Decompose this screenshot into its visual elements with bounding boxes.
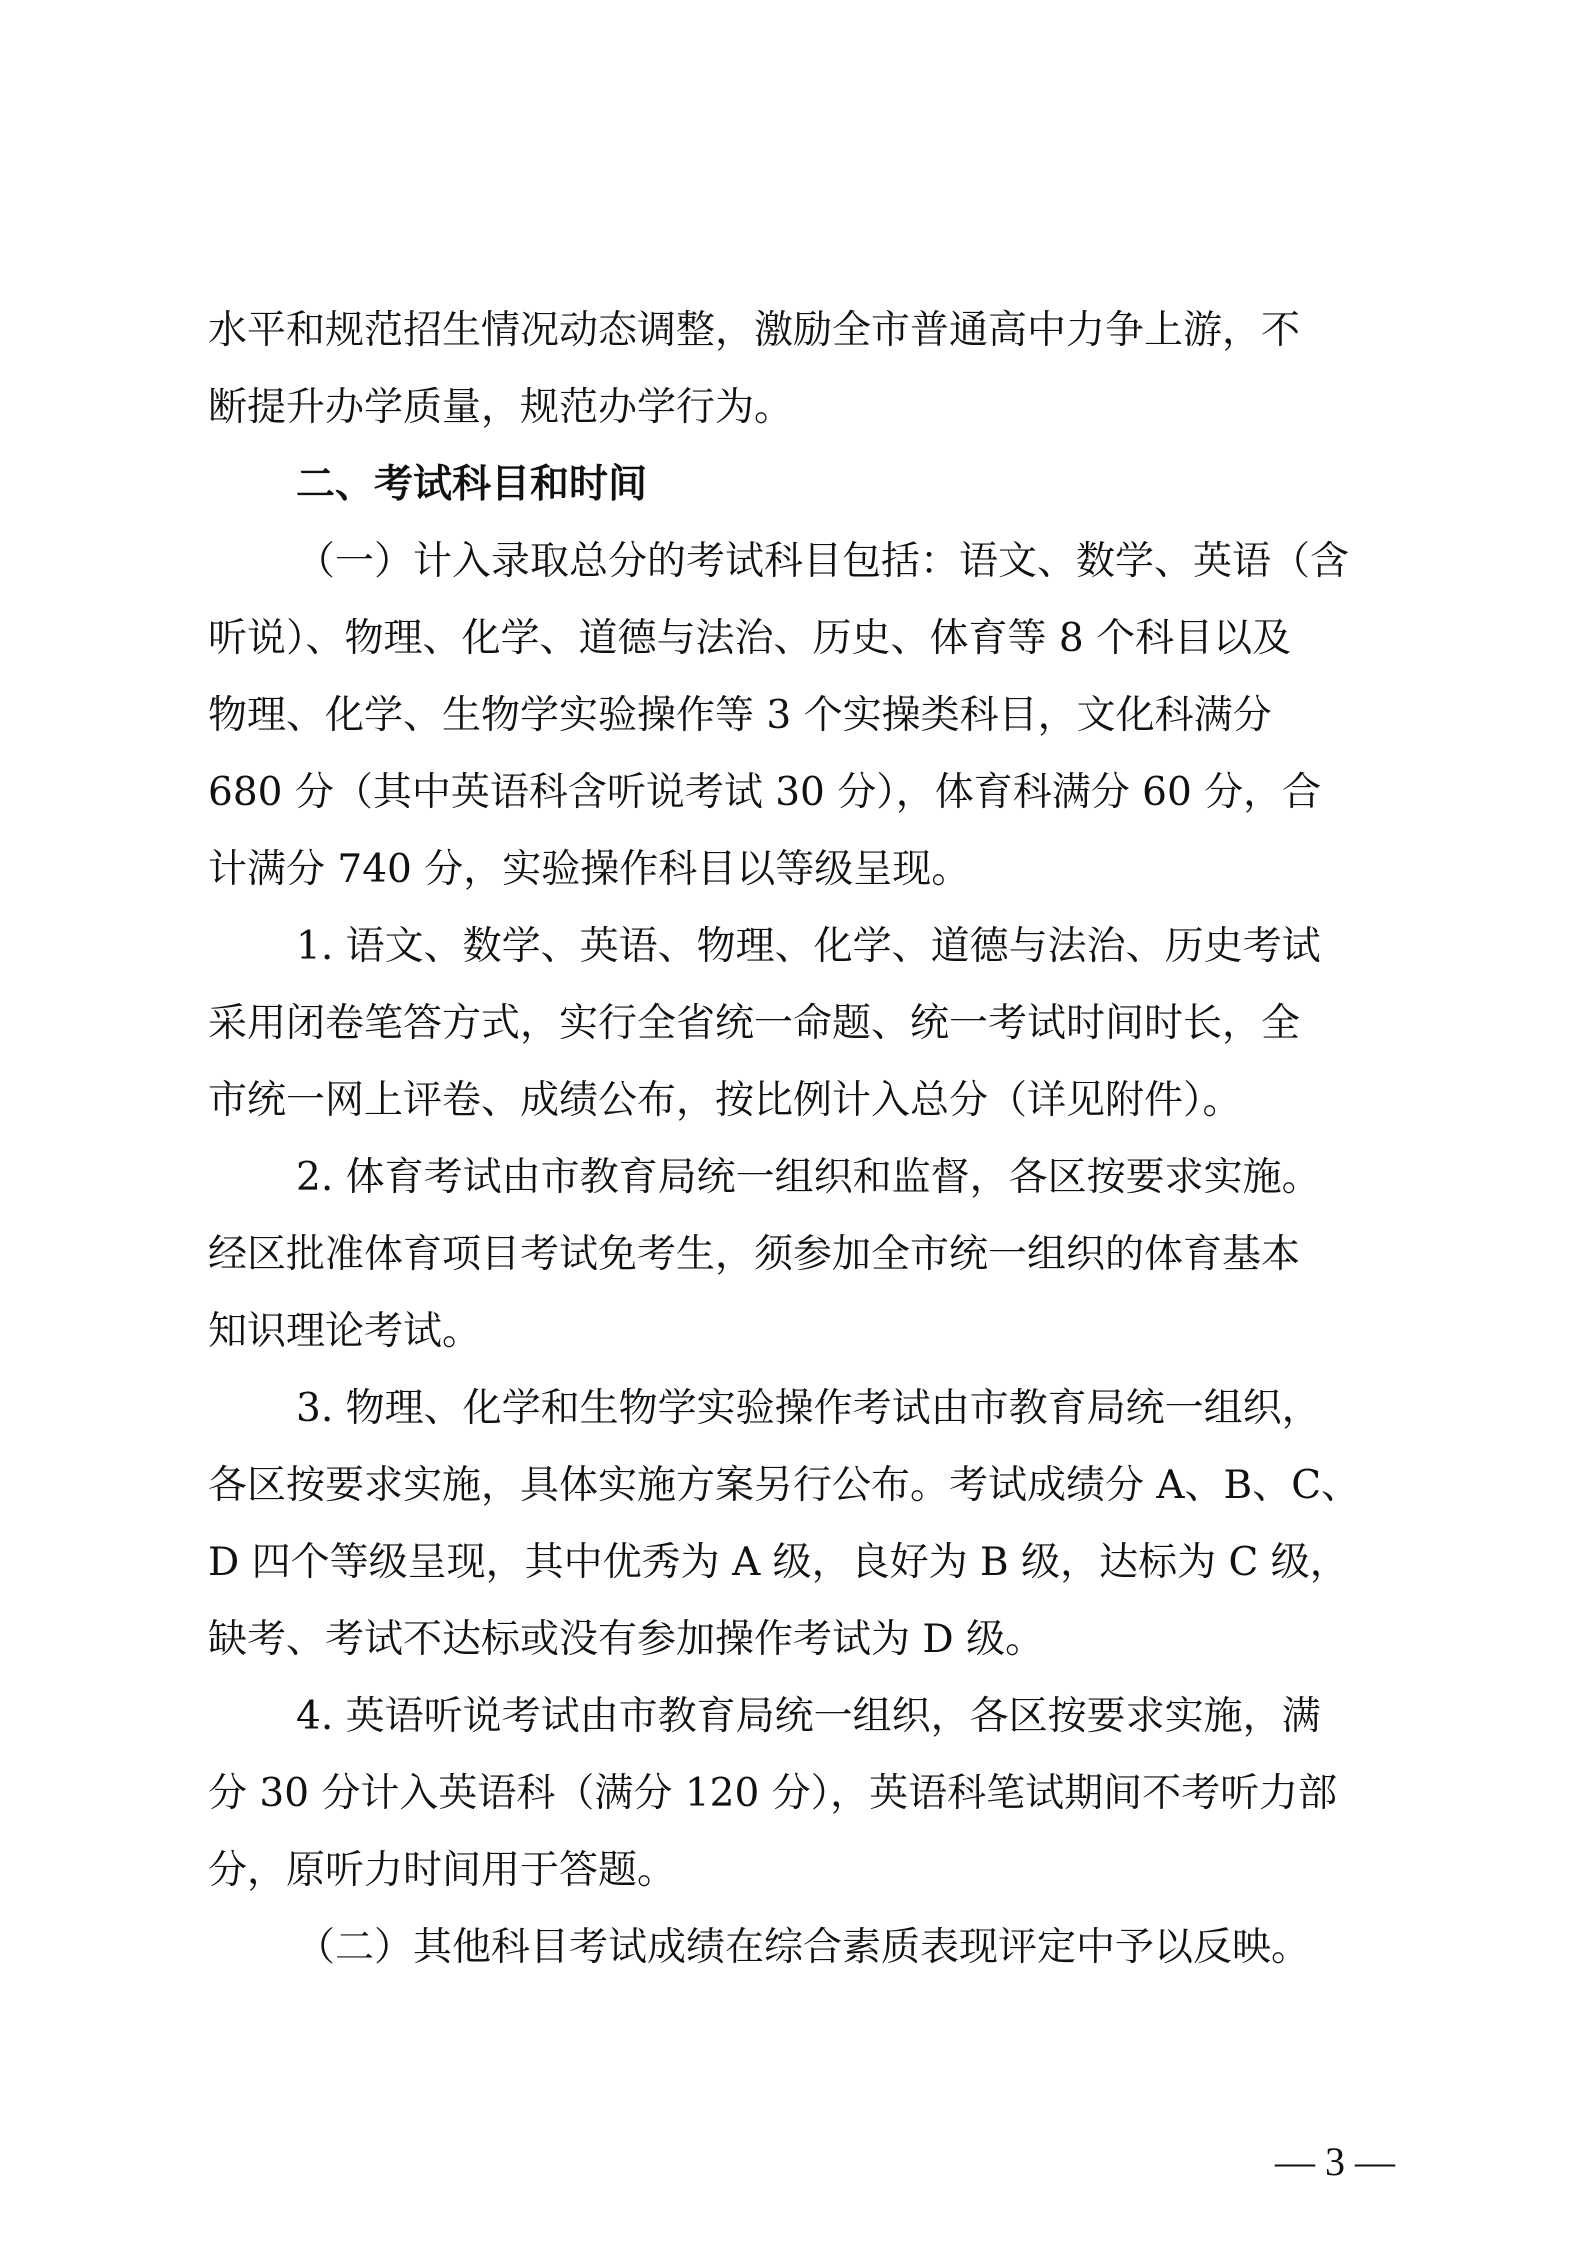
text-line: 1. 语文、数学、英语、物理、化学、道德与法治、历史考试 <box>296 924 1321 969</box>
text-line: 各区按要求实施，具体实施方案另行公布。考试成绩分 A、B、C、 <box>208 1463 1361 1508</box>
text-line: 物理、化学、生物学实验操作等 3 个实操类科目，文化科满分 <box>208 693 1272 738</box>
text-line: 缺考、考试不达标或没有参加操作考试为 D 级。 <box>208 1617 1045 1662</box>
text-line: 分 30 分计入英语科（满分 120 分），英语科笔试期间不考听力部 <box>208 1771 1338 1816</box>
text-line: 经区批准体育项目考试免考生，须参加全市统一组织的体育基本 <box>208 1232 1301 1277</box>
section-heading: 二、考试科目和时间 <box>296 462 648 507</box>
text-line: 3. 物理、化学和生物学实验操作考试由市教育局统一组织， <box>296 1386 1321 1431</box>
text-line: 计满分 740 分，实验操作科目以等级呈现。 <box>208 847 971 892</box>
text-line: 市统一网上评卷、成绩公布，按比例计入总分（详见附件）。 <box>208 1078 1242 1123</box>
text-line: 知识理论考试。 <box>208 1309 482 1354</box>
text-line: （二）其他科目考试成绩在综合素质表现评定中予以反映。 <box>296 1925 1311 1970</box>
text-line: 680 分（其中英语科含听说考试 30 分），体育科满分 60 分，合 <box>208 770 1322 815</box>
text-line: 断提升办学质量，规范办学行为。 <box>208 385 794 430</box>
body-text <box>208 292 1388 1986</box>
text-line: 2. 体育考试由市教育局统一组织和监督，各区按要求实施。 <box>296 1155 1321 1200</box>
page-number: — 3 — <box>1275 2139 1395 2184</box>
text-line: 4. 英语听说考试由市教育局统一组织，各区按要求实施，满 <box>296 1694 1321 1739</box>
text-line: D 四个等级呈现，其中优秀为 A 级，良好为 B 级，达标为 C 级， <box>208 1540 1349 1585</box>
text-line: 水平和规范招生情况动态调整，激励全市普通高中力争上游，不 <box>208 308 1301 353</box>
text-line: 分，原听力时间用于答题。 <box>208 1848 677 1893</box>
text-line: 听说）、物理、化学、道德与法治、历史、体育等 8 个科目以及 <box>208 616 1292 661</box>
text-line: （一）计入录取总分的考试科目包括：语文、数学、英语（含 <box>296 539 1350 584</box>
text-line: 采用闭卷笔答方式，实行全省统一命题、统一考试时间时长，全 <box>208 1001 1301 1046</box>
